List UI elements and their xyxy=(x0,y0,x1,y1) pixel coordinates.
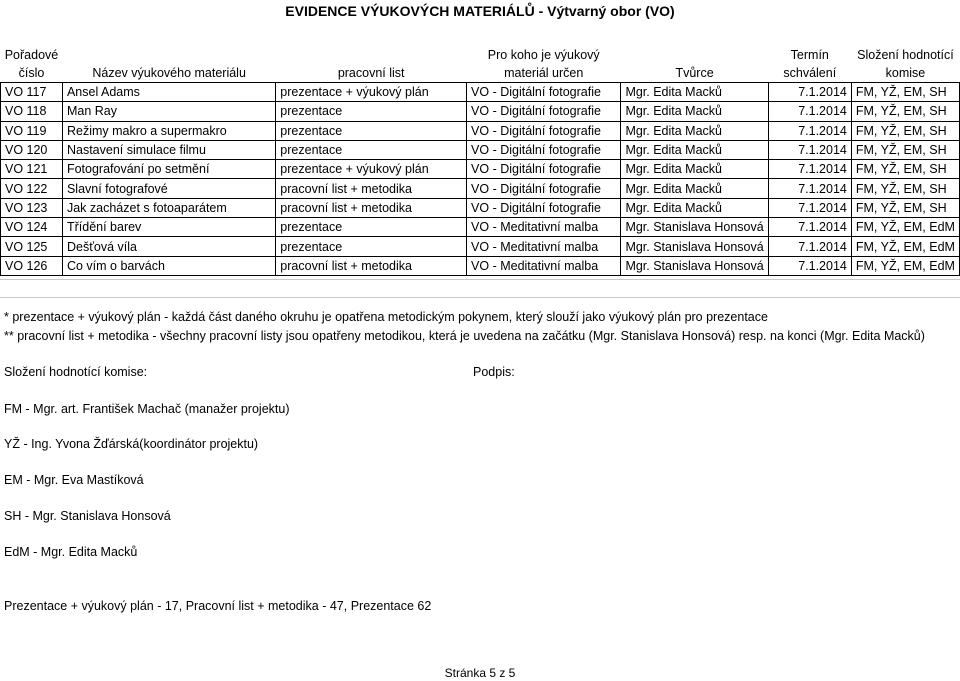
cell-target: VO - Digitální fotografie xyxy=(467,179,621,198)
cell-author: Mgr. Stanislava Honsová xyxy=(621,256,768,275)
cell-sheet: pracovní list + metodika xyxy=(276,198,467,217)
cell-target: VO - Meditativní malba xyxy=(467,218,621,237)
header-date: Termín schválení xyxy=(783,48,837,80)
header-target: Pro koho je výukový materiál určen xyxy=(487,48,600,80)
cell-target: VO - Meditativní malba xyxy=(467,237,621,256)
table-row xyxy=(1,160,960,179)
cell-name: Slavní fotografové xyxy=(62,179,275,198)
cell-id: VO 121 xyxy=(1,160,63,179)
signature-label: Podpis: xyxy=(473,365,515,379)
cell-date: 7.1.2014 xyxy=(768,121,851,140)
cell-id: VO 125 xyxy=(1,237,63,256)
cell-committee: FM, YŽ, EM, SH xyxy=(851,83,959,102)
cell-sheet: pracovní list + metodika xyxy=(276,256,467,275)
cell-committee: FM, YŽ, EM, EdM xyxy=(851,218,959,237)
cell-committee: FM, YŽ, EM, SH xyxy=(851,140,959,159)
cell-name: Man Ray xyxy=(62,102,275,121)
page-title: EVIDENCE VÝUKOVÝCH MATERIÁLŮ - Výtvarný obor (VO) xyxy=(285,3,675,19)
table-row xyxy=(1,218,960,237)
header-committee: Složení hodnotící komise xyxy=(857,48,954,80)
note-presentation: * prezentace + výukový plán - každá část daného okruhu je opatřena metodickým pokynem, který slouží jako výukový plán pro prezentace xyxy=(4,310,768,324)
cell-id: VO 126 xyxy=(1,256,63,275)
cell-target: VO - Digitální fotografie xyxy=(467,121,621,140)
cell-name: Nastavení simulace filmu xyxy=(62,140,275,159)
cell-date: 7.1.2014 xyxy=(768,83,851,102)
cell-id: VO 117 xyxy=(1,83,63,102)
table-row xyxy=(1,140,960,159)
cell-target: VO - Digitální fotografie xyxy=(467,140,621,159)
table-row xyxy=(1,256,960,275)
cell-committee: FM, YŽ, EM, SH xyxy=(851,160,959,179)
cell-sheet: pracovní list + metodika xyxy=(276,179,467,198)
cell-id: VO 123 xyxy=(1,198,63,217)
cell-sheet: prezentace xyxy=(276,121,467,140)
cell-date: 7.1.2014 xyxy=(768,160,851,179)
header-author: Tvůrce xyxy=(675,66,714,80)
cell-date: 7.1.2014 xyxy=(768,102,851,121)
cell-committee: FM, YŽ, EM, SH xyxy=(851,102,959,121)
cell-sheet: prezentace xyxy=(276,140,467,159)
cell-name: Co vím o barvách xyxy=(62,256,275,275)
empty-row-divider xyxy=(0,297,960,298)
cell-target: VO - Digitální fotografie xyxy=(467,160,621,179)
cell-date: 7.1.2014 xyxy=(768,256,851,275)
empty-row-divider xyxy=(0,279,960,280)
cell-author: Mgr. Edita Macků xyxy=(621,121,768,140)
cell-target: VO - Digitální fotografie xyxy=(467,102,621,121)
header-sheet: pracovní list xyxy=(337,66,405,80)
cell-date: 7.1.2014 xyxy=(768,218,851,237)
cell-committee: FM, YŽ, EM, SH xyxy=(851,179,959,198)
summary-counts: Prezentace + výukový plán - 17, Pracovní list + metodika - 47, Prezentace 62 xyxy=(4,599,432,613)
cell-author: Mgr. Stanislava Honsová xyxy=(621,237,768,256)
cell-target: VO - Digitální fotografie xyxy=(467,198,621,217)
cell-name: Jak zacházet s fotoaparátem xyxy=(62,198,275,217)
cell-committee: FM, YŽ, EM, SH xyxy=(851,198,959,217)
cell-id: VO 124 xyxy=(1,218,63,237)
header-name: Název výukového materiálu xyxy=(92,66,246,80)
header-order: Pořadové číslo xyxy=(4,48,59,80)
table-header-row xyxy=(1,40,960,83)
table-row xyxy=(1,237,960,256)
table-row xyxy=(1,121,960,140)
cell-date: 7.1.2014 xyxy=(768,198,851,217)
cell-id: VO 122 xyxy=(1,179,63,198)
cell-name: Fotografování po setmění xyxy=(62,160,275,179)
cell-target: VO - Meditativní malba xyxy=(467,256,621,275)
cell-committee: FM, YŽ, EM, EdM xyxy=(851,237,959,256)
table-row xyxy=(1,179,960,198)
cell-date: 7.1.2014 xyxy=(768,237,851,256)
cell-author: Mgr. Edita Macků xyxy=(621,102,768,121)
cell-sheet: prezentace xyxy=(276,218,467,237)
cell-sheet: prezentace xyxy=(276,237,467,256)
cell-author: Mgr. Edita Macků xyxy=(621,198,768,217)
cell-id: VO 120 xyxy=(1,140,63,159)
note-worksheet: ** pracovní list + metodika - všechny pracovní listy jsou opatřeny metodikou, která je uvedena na začátku (Mgr. Stanislava Honsová) resp. na konci (Mgr. Edita Macků) xyxy=(4,329,925,343)
table-row xyxy=(1,198,960,217)
cell-date: 7.1.2014 xyxy=(768,179,851,198)
cell-author: Mgr. Edita Macků xyxy=(621,179,768,198)
committee-label: Složení hodnotící komise: xyxy=(4,365,148,379)
member-fm: FM - Mgr. art. František Machač (manažer projektu) xyxy=(4,402,290,416)
member-yz: YŽ - Ing. Yvona Žďárská(koordinátor projektu) xyxy=(4,437,259,451)
member-edm: EdM - Mgr. Edita Macků xyxy=(4,545,138,559)
cell-id: VO 119 xyxy=(1,121,63,140)
cell-name: Dešťová víla xyxy=(62,237,275,256)
cell-committee: FM, YŽ, EM, SH xyxy=(851,121,959,140)
cell-committee: FM, YŽ, EM, EdM xyxy=(851,256,959,275)
member-sh: SH - Mgr. Stanislava Honsová xyxy=(4,509,171,523)
member-em: EM - Mgr. Eva Mastíková xyxy=(4,473,144,487)
cell-name: Režimy makro a supermakro xyxy=(62,121,275,140)
table-row xyxy=(1,83,960,102)
cell-target: VO - Digitální fotografie xyxy=(467,83,621,102)
cell-name: Ansel Adams xyxy=(62,83,275,102)
cell-author: Mgr. Edita Macků xyxy=(621,83,768,102)
cell-sheet: prezentace + výukový plán xyxy=(276,160,467,179)
materials-table xyxy=(0,40,960,276)
cell-name: Třídění barev xyxy=(62,218,275,237)
table-row xyxy=(1,102,960,121)
cell-date: 7.1.2014 xyxy=(768,140,851,159)
page-number: Stránka 5 z 5 xyxy=(444,666,516,680)
cell-id: VO 118 xyxy=(1,102,63,121)
cell-sheet: prezentace xyxy=(276,102,467,121)
cell-sheet: prezentace + výukový plán xyxy=(276,83,467,102)
cell-author: Mgr. Edita Macků xyxy=(621,160,768,179)
cell-author: Mgr. Edita Macků xyxy=(621,140,768,159)
cell-author: Mgr. Stanislava Honsová xyxy=(621,218,768,237)
